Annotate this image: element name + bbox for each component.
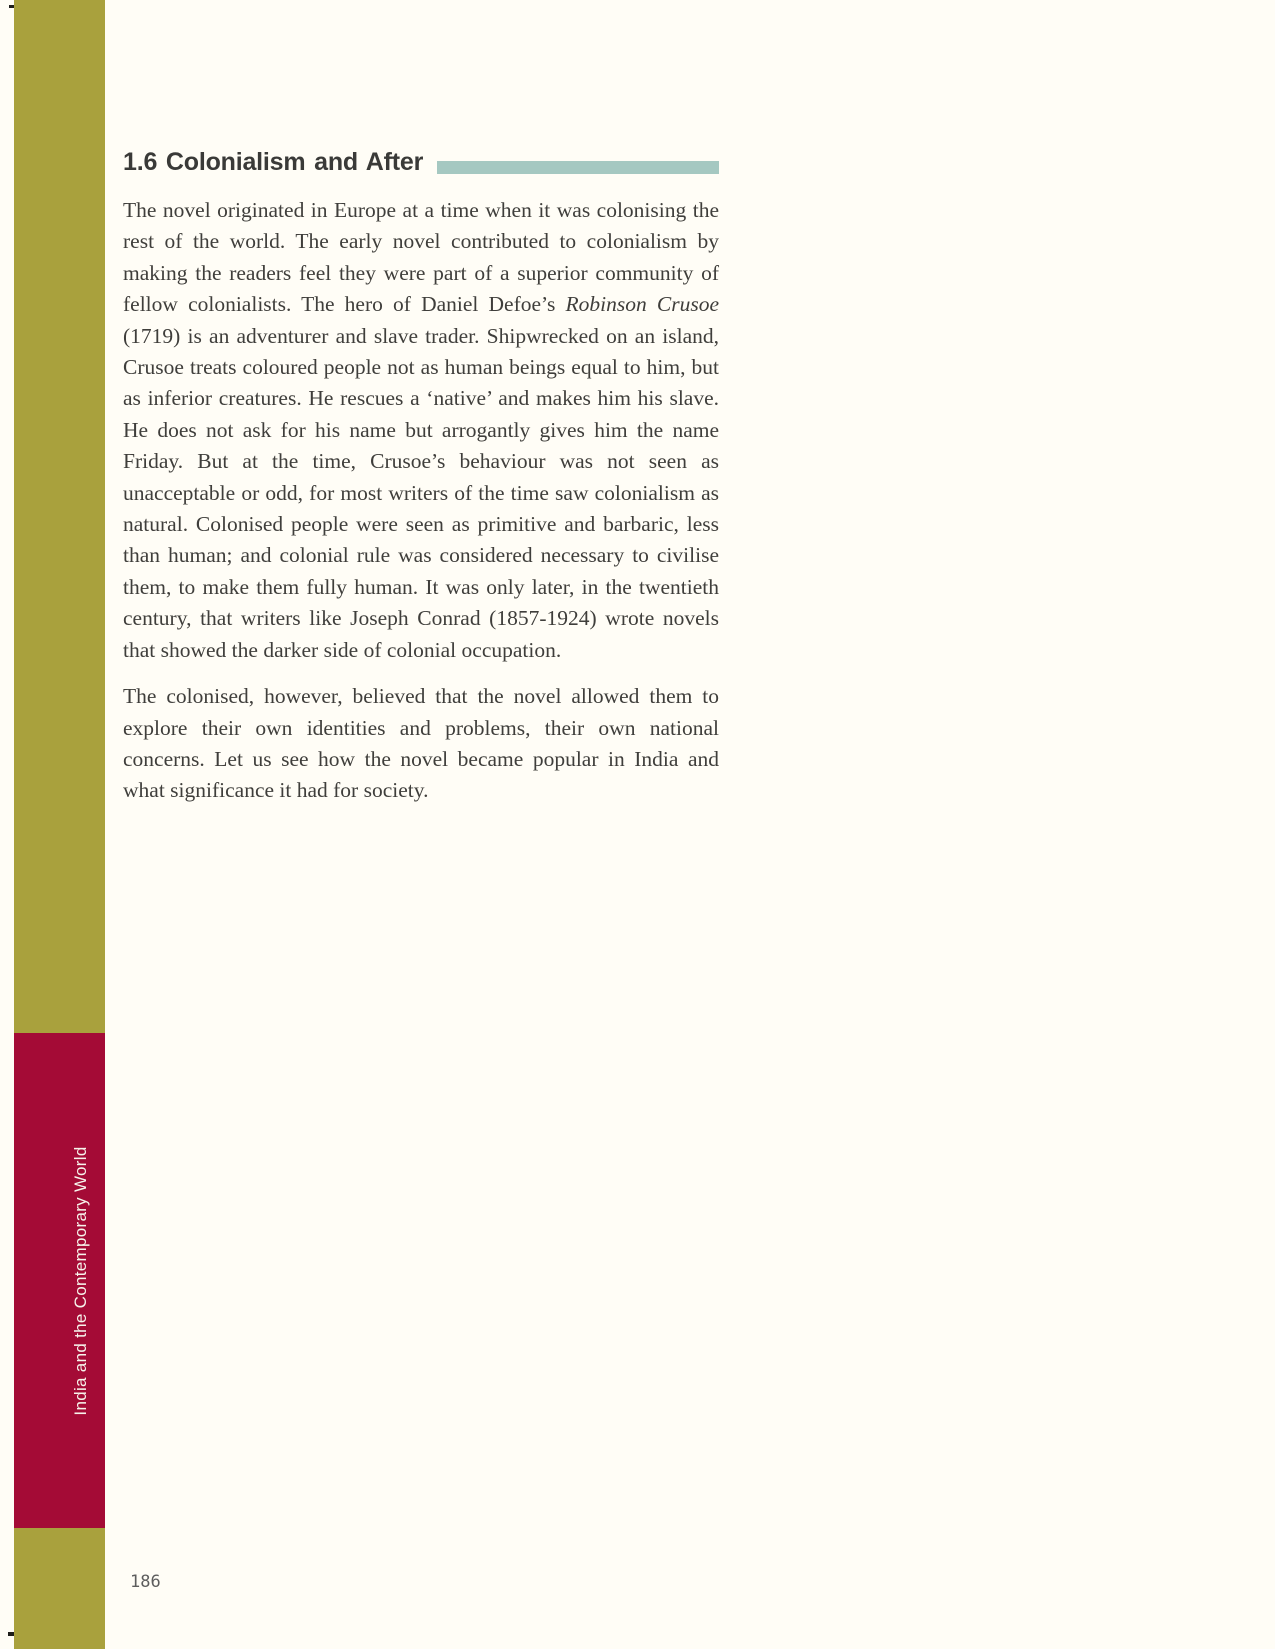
section-heading: 1.6 Colonialism and After [123, 148, 424, 176]
body-paragraphs [123, 195, 719, 807]
page-content [123, 148, 719, 807]
sidebar-band [14, 0, 105, 1649]
italic-book-title: Robinson Crusoe [565, 292, 719, 317]
book-title-vertical-label: India and the Contemporary World [71, 1145, 90, 1416]
paragraph-text: (1719) is an adventurer and slave trader. Shipwrecked on an island, Crusoe treats coloured people not as human beings equal to him, but as inferior creatures. He rescues a ‘native’ and makes him his slave. He does not ask for his name but arrogantly gives him the name Friday. But at the time, Crusoe’s behaviour was not seen as unacceptable or odd, for most writers of the time saw colonialism as natural. Colonised people were seen as primitive and barbaric, less than human; and colonial rule was considered necessary to civilise them, to make them fully human. It was only later, in the twentieth century, that writers like Joseph Conrad (1857-1924) wrote novels that showed the darker side of colonial occupation. [123, 323, 719, 662]
heading-accent-bar [437, 161, 719, 174]
sidebar-maroon-band [14, 1033, 105, 1528]
paragraph [123, 195, 719, 666]
paragraph-text: The colonised, however, believed that the novel allowed them to explore their own identities and problems, their own national concerns. Let us see how the novel became popular in India and what significance it had for society. [123, 684, 719, 803]
sidebar-olive-bottom-band [14, 1528, 105, 1649]
paragraph [123, 681, 719, 807]
paragraph-text: The novel originated in Europe at a time when it was colonising the rest of the world. The early novel contributed to colonialism by making the readers feel they were part of a superior community of fellow colonialists. The hero of Daniel Defoe’s [123, 198, 719, 317]
sidebar-olive-top-band [14, 0, 105, 1033]
section-heading-row [123, 148, 719, 177]
page-number: 186 [130, 1572, 161, 1592]
